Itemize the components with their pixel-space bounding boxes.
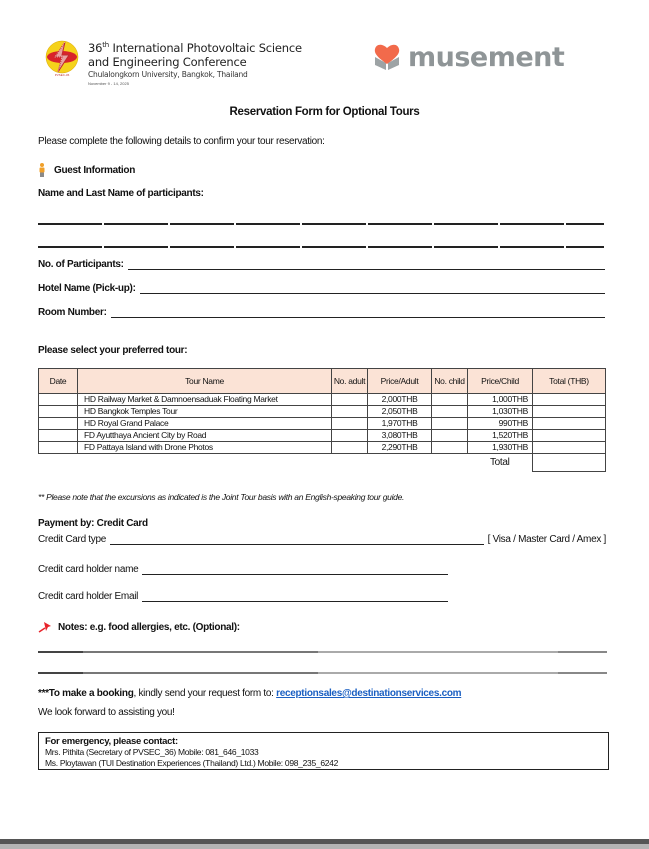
adults-cell[interactable]: [332, 418, 368, 430]
row-total-cell[interactable]: [533, 430, 606, 442]
booking-text: , kindly send your request form to:: [133, 688, 277, 699]
price-child-cell: 1,030THB: [468, 406, 533, 418]
card-holder-email-input[interactable]: [142, 592, 448, 602]
emergency-contact-1: Mrs. Pithita (Secretary of PVSEC_36) Mobile: 081_646_1033: [45, 747, 259, 757]
column-header-no-child: No. child: [432, 369, 468, 394]
tour-name-cell: HD Railway Market & Damnoensaduak Floating Market: [78, 394, 332, 406]
price-child-cell: 1,000THB: [468, 394, 533, 406]
date-cell[interactable]: [39, 442, 78, 454]
participant-names-line-2[interactable]: [38, 246, 604, 248]
notes-heading: [38, 621, 240, 633]
participants-count-input[interactable]: [128, 260, 605, 270]
children-cell[interactable]: [432, 406, 468, 418]
grand-total-row: [39, 454, 606, 472]
room-number-input[interactable]: [111, 308, 605, 318]
emergency-contact-2: Ms. Ploytawan (TUI Destination Experiences (Thailand) Ltd.) Mobile: 098_235_6242: [45, 758, 339, 768]
price-child-cell: 1,930THB: [468, 442, 533, 454]
row-total-cell[interactable]: [533, 394, 606, 406]
adults-cell[interactable]: [332, 430, 368, 442]
column-header-tour-name: Tour Name: [78, 369, 332, 394]
row-total-cell[interactable]: [533, 406, 606, 418]
guest-information-heading: [38, 163, 135, 177]
closing-text: We look forward to assisting you!: [38, 707, 175, 718]
table-row: [39, 418, 606, 430]
conference-logo-icon: [45, 40, 79, 74]
table-row: [39, 430, 606, 442]
notes-label: Notes: e.g. food allergies, etc. (Optional):: [58, 621, 240, 633]
hotel-name-input[interactable]: [140, 284, 605, 294]
children-cell[interactable]: [432, 418, 468, 430]
price-adult-cell: 2,050THB: [368, 406, 432, 418]
emergency-heading: For emergency, please contact:: [45, 736, 178, 747]
price-adult-cell: 2,290THB: [368, 442, 432, 454]
emergency-contact-box: [38, 732, 609, 770]
conference-info: [88, 38, 328, 86]
date-cell[interactable]: [39, 406, 78, 418]
musement-wordmark: musement: [408, 41, 565, 73]
pushpin-icon: [38, 621, 52, 633]
adults-cell[interactable]: [332, 406, 368, 418]
tour-name-cell: FD Ayutthaya Ancient City by Road: [78, 430, 332, 442]
booking-instructions: [38, 688, 461, 699]
card-holder-name-field[interactable]: [38, 564, 448, 575]
conference-title-line1: [88, 38, 328, 55]
conference-venue: Chulalongkorn University, Bangkok, Thailand: [88, 69, 248, 79]
date-cell[interactable]: [39, 430, 78, 442]
card-type-options: [ Visa / Master Card / Amex ]: [487, 534, 606, 545]
room-number-label: Room Number:: [38, 307, 107, 318]
card-holder-email-field[interactable]: [38, 591, 448, 602]
tour-note: ** Please note that the excursions as indicated is the Joint Tour basis with an English-speaking tour guide.: [38, 492, 405, 502]
price-adult-cell: 1,970THB: [368, 418, 432, 430]
booking-bold-prefix: ***To make a booking: [38, 688, 134, 699]
hotel-name-label: Hotel Name (Pick-up):: [38, 283, 136, 294]
row-total-cell[interactable]: [533, 418, 606, 430]
column-header-price-child: Price/Child: [468, 369, 533, 394]
payment-heading: Payment by: Credit Card: [38, 518, 148, 529]
children-cell[interactable]: [432, 430, 468, 442]
booking-email-link[interactable]: receptionsales@destinationservices.com: [276, 688, 462, 699]
column-header-price-adult: Price/Adult: [368, 369, 432, 394]
tour-name-cell: HD Bangkok Temples Tour: [78, 406, 332, 418]
form-intro: Please complete the following details to confirm your tour reservation:: [38, 136, 325, 147]
table-row: [39, 442, 606, 454]
column-header-date: Date: [39, 369, 78, 394]
column-header-no-adult: No. adult: [332, 369, 368, 394]
hotel-name-field[interactable]: [38, 283, 605, 294]
card-type-field[interactable]: [38, 534, 606, 545]
table-row: [39, 394, 606, 406]
adults-cell[interactable]: [332, 394, 368, 406]
column-header-total: Total (THB): [533, 369, 606, 394]
card-holder-email-label: Credit card holder Email: [38, 591, 139, 602]
viewer-bottom-edge-shadow: [0, 844, 649, 849]
price-child-cell: 1,520THB: [468, 430, 533, 442]
conference-logo-caption: PVSEC-36: [54, 73, 70, 77]
tour-table: [38, 368, 606, 472]
conference-title-line2: and Engineering Conference: [88, 54, 247, 69]
date-cell[interactable]: [39, 394, 78, 406]
heart-icon: [374, 43, 400, 71]
card-type-label: Credit Card type: [38, 534, 107, 545]
tour-name-cell: HD Royal Grand Palace: [78, 418, 332, 430]
musement-logo: [374, 40, 564, 74]
table-row: [39, 406, 606, 418]
grand-total-input[interactable]: [533, 454, 606, 472]
conference-dates: November 9 - 14, 2025: [88, 80, 129, 86]
price-adult-cell: 3,080THB: [368, 430, 432, 442]
conference-name: International Photovoltaic Science: [109, 40, 302, 55]
conference-ordinal: th: [102, 41, 110, 49]
row-total-cell[interactable]: [533, 442, 606, 454]
card-holder-name-input[interactable]: [142, 565, 448, 575]
price-adult-cell: 2,000THB: [368, 394, 432, 406]
conference-number: 36: [88, 40, 103, 55]
participant-names-line-1[interactable]: [38, 223, 604, 225]
price-child-cell: 990THB: [468, 418, 533, 430]
notes-line-2[interactable]: [38, 672, 607, 674]
children-cell[interactable]: [432, 442, 468, 454]
participants-count-label: No. of Participants:: [38, 259, 124, 270]
card-type-input[interactable]: [110, 535, 484, 545]
participant-names-label: Name and Last Name of participants:: [38, 188, 204, 199]
tour-name-cell: FD Pattaya Island with Drone Photos: [78, 442, 332, 454]
participants-count-field[interactable]: [38, 259, 605, 270]
person-icon: [38, 163, 46, 177]
adults-cell[interactable]: [332, 442, 368, 454]
tour-table-header: [39, 369, 606, 394]
date-cell[interactable]: [39, 418, 78, 430]
room-number-field[interactable]: [38, 307, 605, 318]
card-holder-name-label: Credit card holder name: [38, 564, 139, 575]
tour-selection-heading: Please select your preferred tour:: [38, 345, 188, 356]
guest-information-label: Guest Information: [54, 164, 136, 176]
notes-line-1[interactable]: [38, 651, 607, 653]
spacer-cell: [39, 454, 468, 472]
form-title: Reservation Form for Optional Tours: [229, 106, 420, 118]
children-cell[interactable]: [432, 394, 468, 406]
grand-total-label: Total: [489, 457, 510, 469]
